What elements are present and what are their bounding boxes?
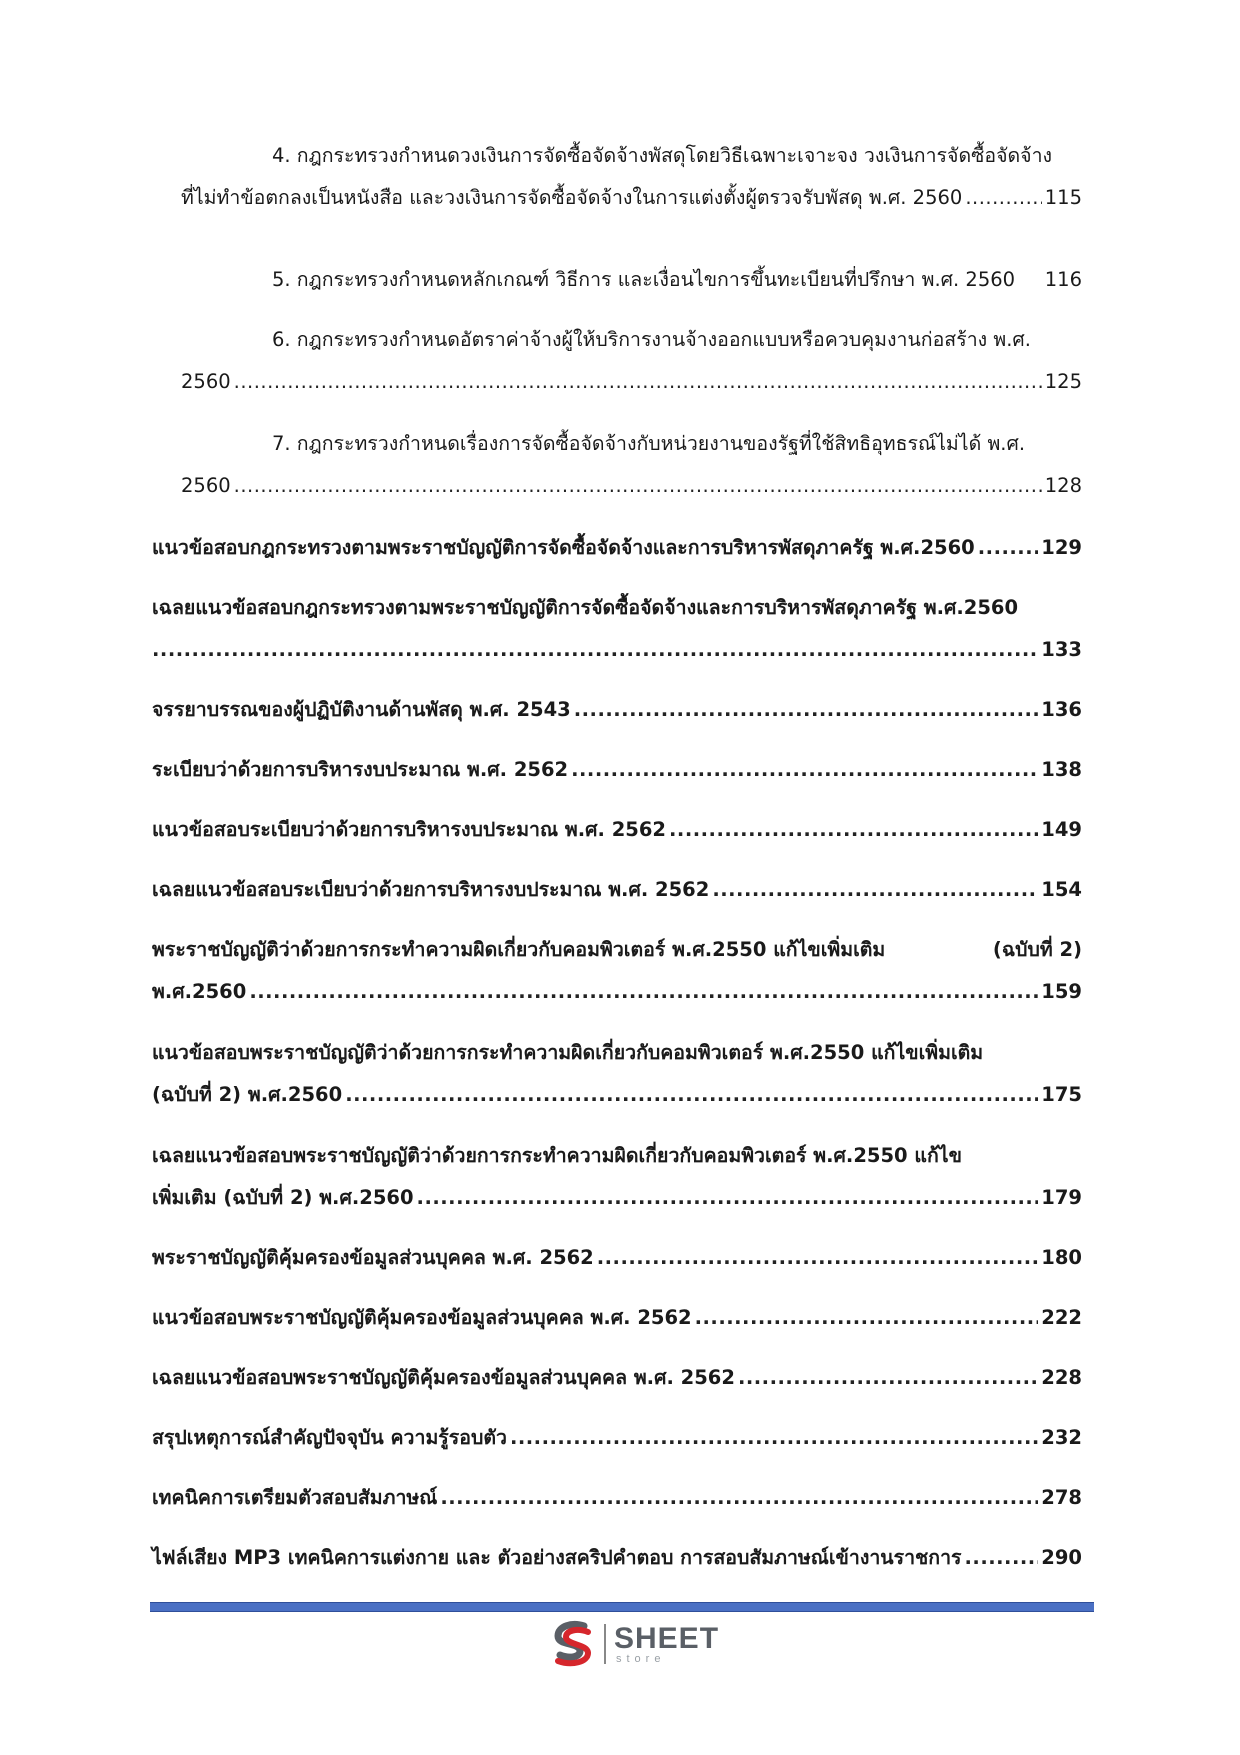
toc-entry-text: พ.ศ.2560 — [152, 980, 247, 1003]
toc-leader — [965, 1544, 1039, 1572]
toc-entry-main-9-line1[interactable] — [152, 1130, 1082, 1170]
toc-page-number: 149 — [1041, 818, 1082, 841]
toc-leader — [574, 696, 1039, 724]
toc-entry-text-edition: (ฉบับที่ 2) — [992, 938, 1082, 961]
toc-entry-text: สรุปเหตุการณ์สำคัญปัจจุบัน ความรู้รอบตัว — [152, 1426, 507, 1449]
toc-page-number: 232 — [1041, 1426, 1082, 1449]
toc-entry-text: เพิ่มเติม (ฉบับที่ 2) พ.ศ.2560 — [152, 1186, 414, 1209]
toc-entry-main-13[interactable] — [152, 1412, 1082, 1452]
toc-entry-text: เทคนิคการเตรียมตัวสอบสัมภาษณ์ — [152, 1486, 438, 1509]
sheet-store-s-icon — [550, 1620, 596, 1668]
toc-page-number: 278 — [1041, 1486, 1082, 1509]
toc-entry-text: 7. กฎกระทรวงกำหนดเรื่องการจัดซื้อจัดจ้างกับหน่วยงานของรัฐที่ใช้สิทธิอุทธรณ์ไม่ได้ พ.ศ. — [272, 432, 1026, 455]
toc-entry-main-9-line2[interactable] — [152, 1172, 1082, 1212]
toc-entry-text: ที่ไม่ทำข้อตกลงเป็นหนังสือ และวงเงินการจัดซื้อจัดจ้างในการแต่งตั้งผู้ตรวจรับพัสดุ พ.ศ. 2560 — [181, 186, 963, 209]
toc-leader — [597, 1244, 1039, 1272]
toc-entry-main-8-line1[interactable] — [152, 1027, 1082, 1067]
toc-entry-text: แนวข้อสอบกฎกระทรวงตามพระราชบัญญัติการจัดซื้อจัดจ้างและการบริหารพัสดุภาครัฐ พ.ศ.2560 — [152, 536, 975, 559]
toc-entry-text: ระเบียบว่าด้วยการบริหารงบประมาณ พ.ศ. 2562 — [152, 758, 569, 781]
toc-leader — [234, 472, 1042, 500]
toc-page-number: 128 — [1044, 474, 1082, 497]
toc-page-number: 222 — [1041, 1306, 1082, 1329]
toc-entry-5[interactable] — [272, 254, 1082, 294]
toc-page-number: 138 — [1041, 758, 1082, 781]
toc-entry-text: 4. กฎกระทรวงกำหนดวงเงินการจัดซื้อจัดจ้างพัสดุโดยวิธีเฉพาะเจาะจง วงเงินการจัดซื้อจัดจ้าง — [272, 144, 1053, 167]
toc-leader — [695, 1304, 1039, 1332]
toc-leader — [978, 534, 1039, 562]
toc-entry-main-2-line2[interactable] — [152, 624, 1082, 664]
toc-entry-main-12[interactable] — [152, 1352, 1082, 1392]
toc-entry-6-line2[interactable] — [181, 356, 1082, 396]
toc-entry-text: พระราชบัญญัติคุ้มครองข้อมูลส่วนบุคคล พ.ศ. 2562 — [152, 1246, 594, 1269]
toc-page-number: 133 — [1041, 638, 1082, 661]
toc-entry-text: (ฉบับที่ 2) พ.ศ.2560 — [152, 1083, 343, 1106]
toc-entry-text: 6. กฎกระทรวงกำหนดอัตราค่าจ้างผู้ให้บริการงานจ้างออกแบบหรือควบคุมงานก่อสร้าง พ.ศ. — [272, 328, 1031, 351]
footer-rule — [150, 1602, 1094, 1612]
toc-entry-main-2-line1[interactable] — [152, 582, 1082, 622]
toc-page-number: 159 — [1041, 980, 1082, 1003]
toc-entry-main-7-line2[interactable] — [152, 966, 1082, 1006]
toc-page-number: 125 — [1044, 370, 1082, 393]
toc-entry-text: ไฟล์เสียง MP3 เทคนิคการแต่งกาย และ ตัวอย่างสคริปคำตอบ การสอบสัมภาษณ์เข้างานราชการ — [152, 1546, 962, 1569]
toc-page-number: 136 — [1041, 698, 1082, 721]
logo-text — [614, 1621, 720, 1665]
toc-page-number: 175 — [1041, 1083, 1082, 1106]
toc-entry-7-line1[interactable] — [272, 418, 1082, 458]
toc-page-number: 116 — [1044, 268, 1082, 291]
toc-leader — [249, 978, 1038, 1006]
toc-entry-main-11[interactable] — [152, 1292, 1082, 1332]
sheet-store-logo — [550, 1618, 719, 1670]
toc-entry-main-15[interactable] — [152, 1532, 1082, 1572]
toc-page-number: 179 — [1041, 1186, 1082, 1209]
toc-entry-text: แนวข้อสอบระเบียบว่าด้วยการบริหารงบประมาณ พ.ศ. 2562 — [152, 818, 666, 841]
toc-entry-main-14[interactable] — [152, 1472, 1082, 1512]
toc-entry-7-line2[interactable] — [181, 460, 1082, 500]
toc-entry-main-6[interactable] — [152, 864, 1082, 904]
toc-entry-text: แนวข้อสอบพระราชบัญญัติว่าด้วยการกระทำความผิดเกี่ยวกับคอมพิวเตอร์ พ.ศ.2550 แก้ไขเพิ่มเติม — [152, 1041, 984, 1064]
toc-entry-main-3[interactable] — [152, 684, 1082, 724]
toc-entry-main-7-line1[interactable] — [152, 924, 1082, 964]
toc-entry-main-4[interactable] — [152, 744, 1082, 784]
toc-leader — [738, 1364, 1038, 1392]
toc-entry-main-8-line2[interactable] — [152, 1069, 1082, 1109]
toc-entry-text: เฉลยแนวข้อสอบพระราชบัญญัติว่าด้วยการกระทำความผิดเกี่ยวกับคอมพิวเตอร์ พ.ศ.2550 แก้ไข — [152, 1144, 962, 1167]
toc-entry-text: เฉลยแนวข้อสอบพระราชบัญญัติคุ้มครองข้อมูลส่วนบุคคล พ.ศ. 2562 — [152, 1366, 735, 1389]
toc-entry-text: เฉลยแนวข้อสอบกฎกระทรวงตามพระราชบัญญัติการจัดซื้อจัดจ้างและการบริหารพัสดุภาครัฐ พ.ศ.2560 — [152, 596, 1019, 619]
toc-leader — [571, 756, 1038, 784]
logo-separator — [604, 1624, 606, 1664]
toc-leader — [669, 816, 1038, 844]
toc-entry-main-1[interactable] — [152, 522, 1082, 562]
toc-leader — [510, 1424, 1038, 1452]
toc-leader — [417, 1184, 1039, 1212]
toc-page-number: 129 — [1041, 536, 1082, 559]
toc-leader — [712, 876, 1038, 904]
toc-entry-4-line1[interactable] — [272, 130, 1082, 170]
toc-leader — [152, 636, 1038, 664]
toc-page-number: 180 — [1041, 1246, 1082, 1269]
toc-entry-text: เฉลยแนวข้อสอบระเบียบว่าด้วยการบริหารงบประมาณ พ.ศ. 2562 — [152, 878, 710, 901]
toc-leader — [345, 1081, 1038, 1109]
toc-leader — [234, 368, 1042, 396]
toc-entry-text: 2560 — [181, 474, 231, 497]
toc-leader — [440, 1484, 1038, 1512]
toc-leader — [965, 184, 1041, 212]
toc-entry-main-10[interactable] — [152, 1232, 1082, 1272]
toc-page-number: 228 — [1041, 1366, 1082, 1389]
toc-entry-text: 2560 — [181, 370, 231, 393]
toc-entry-6-line1[interactable] — [272, 314, 1082, 354]
toc-entry-text: แนวข้อสอบพระราชบัญญัติคุ้มครองข้อมูลส่วนบุคคล พ.ศ. 2562 — [152, 1306, 692, 1329]
toc-entry-text: 5. กฎกระทรวงกำหนดหลักเกณฑ์ วิธีการ และเงื่อนไขการขึ้นทะเบียนที่ปรึกษา พ.ศ. 2560 — [272, 268, 1016, 291]
toc-page-number: 115 — [1044, 186, 1082, 209]
toc-entry-4-line2[interactable] — [181, 172, 1082, 212]
toc-entry-main-5[interactable] — [152, 804, 1082, 844]
logo-word: SHEET — [614, 1621, 720, 1655]
toc-page-number: 154 — [1041, 878, 1082, 901]
toc-entry-text: พระราชบัญญัติว่าด้วยการกระทำความผิดเกี่ยวกับคอมพิวเตอร์ พ.ศ.2550 แก้ไขเพิ่มเติม — [152, 938, 886, 961]
logo-subword: store — [616, 1652, 666, 1665]
toc-entry-text: จรรยาบรรณของผู้ปฏิบัติงานด้านพัสดุ พ.ศ. 2543 — [152, 698, 571, 721]
toc-page-number: 290 — [1041, 1546, 1082, 1569]
